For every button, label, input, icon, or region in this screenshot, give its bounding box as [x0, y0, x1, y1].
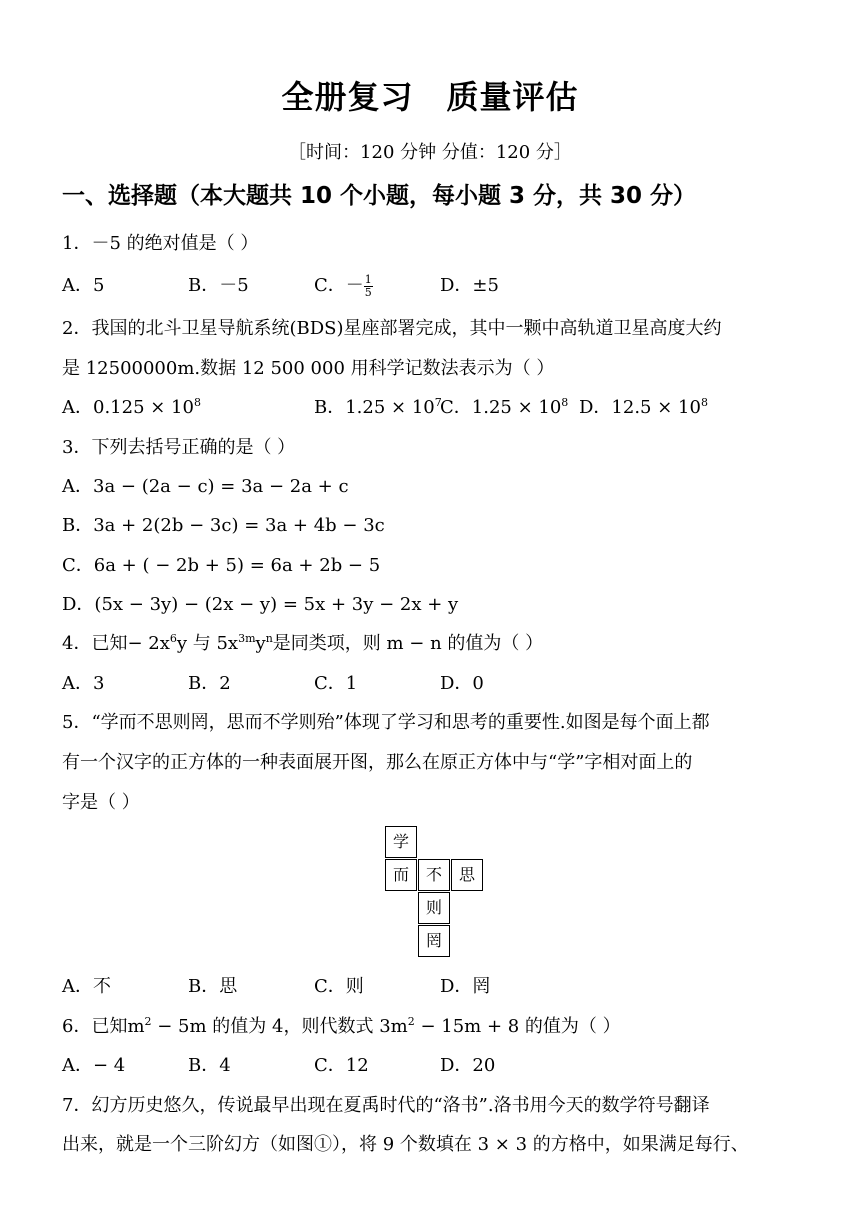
option-b: B．－5: [188, 275, 249, 296]
option-b-base: B．1.25 × 10: [314, 397, 435, 418]
option-c: C．1: [314, 673, 358, 694]
net-cell: 学: [385, 826, 417, 858]
option-d-base: D．12.5 × 10: [579, 397, 701, 418]
question-7-stem-line-2: 出来，就是一个三阶幻方（如图①），将 9 个数填在 3 × 3 的方格中，如果满足每行、: [62, 1134, 749, 1155]
option-a-base: A．0.125 × 10: [62, 397, 194, 418]
net-cell: 而: [385, 859, 417, 891]
option-a: A．5: [62, 275, 105, 296]
question-1-stem: 1．－5 的绝对值是（ ）: [62, 233, 259, 254]
fraction-denominator: 5: [364, 285, 372, 299]
exponent: 2: [144, 1015, 152, 1028]
stem-part: − 15m + 8 的值为（ ）: [414, 1016, 621, 1037]
exponent: 7: [434, 396, 442, 409]
option-c-base: C．1.25 × 10: [440, 397, 562, 418]
exponent: 8: [561, 396, 569, 409]
question-1-options: [62, 271, 822, 299]
question-4-options: [62, 669, 822, 697]
option-a: A．3: [62, 673, 105, 694]
question-7-stem-line-1: 7．幻方历史悠久，传说最早出现在夏禹时代的“洛书”.洛书用今天的数学符号翻译: [62, 1095, 710, 1116]
option-c: [440, 393, 568, 419]
exponent: 8: [193, 396, 201, 409]
stem-part: y: [255, 633, 266, 654]
option-c: C．12: [314, 1055, 369, 1076]
section-heading: 一、选择题（本大题共 10 个小题，每小题 3 分，共 30 分）: [62, 183, 697, 209]
net-cell: 则: [418, 892, 450, 924]
question-3-option-d: D．(5x − 3y) − (2x − y) = 5x + 3y − 2x + y: [62, 594, 459, 615]
question-5-stem-line-3: 字是（ ）: [62, 792, 140, 813]
exponent: 2: [407, 1015, 415, 1028]
exponent: 3m: [238, 632, 256, 645]
stem-part: − 5m 的值为 4，则代数式 3m: [151, 1016, 408, 1037]
option-b: B．4: [188, 1055, 231, 1076]
question-4-stem: [62, 629, 543, 655]
option-b: B．思: [188, 976, 238, 997]
option-d: [579, 393, 708, 419]
option-a: A．不: [62, 976, 111, 997]
option-d: D．±5: [440, 275, 499, 296]
question-6-options: [62, 1051, 822, 1079]
option-a: [62, 393, 201, 419]
stem-part: 4．已知− 2x: [62, 633, 170, 654]
net-cell: 罔: [418, 925, 450, 957]
question-3-option-c: C．6a + ( − 2b + 5) = 6a + 2b − 5: [62, 555, 381, 576]
net-cell: 思: [451, 859, 483, 891]
option-b: [314, 393, 442, 419]
stem-part: y 与 5x: [176, 633, 239, 654]
option-d: D．罔: [440, 976, 491, 997]
fraction-numerator: 1: [364, 272, 372, 286]
option-d: D．20: [440, 1055, 496, 1076]
fraction: [364, 274, 373, 299]
option-c: [314, 271, 373, 299]
cube-net-figure: [385, 826, 483, 957]
stem-part: 6．已知m: [62, 1016, 145, 1037]
question-5-stem-line-2: 有一个汉字的正方体的一种表面展开图，那么在原正方体中与“学”字相对面上的: [62, 752, 693, 773]
net-cell: 不: [418, 859, 450, 891]
exam-meta: ［时间：120 分钟 分值：120 分］: [288, 142, 572, 163]
page-title: 全册复习 质量评估: [281, 78, 579, 116]
question-2-stem-line-2: 是 12500000m.数据 12 500 000 用科学记数法表示为（ ）: [62, 358, 555, 379]
question-3-stem: 3．下列去括号正确的是（ ）: [62, 437, 296, 458]
question-2-options: [62, 393, 822, 421]
exponent: 8: [700, 396, 708, 409]
question-3-option-a: A．3a − (2a − c) = 3a − 2a + c: [62, 476, 349, 497]
question-3-option-b: B．3a + 2(2b − 3c) = 3a + 4b − 3c: [62, 515, 385, 536]
option-b: B．2: [188, 673, 231, 694]
exponent: 6: [169, 632, 177, 645]
exponent: n: [265, 632, 273, 645]
option-d: D．0: [440, 673, 484, 694]
question-5-stem-line-1: 5．“学而不思则罔，思而不学则殆”体现了学习和思考的重要性.如图是每个面上都: [62, 712, 710, 733]
question-6-stem: [62, 1012, 621, 1038]
stem-part: 是同类项，则 m − n 的值为（ ）: [272, 633, 544, 654]
question-5-options: [62, 972, 822, 1000]
option-a: A．− 4: [62, 1055, 126, 1076]
option-c-prefix: C．－: [314, 275, 364, 296]
option-c: C．则: [314, 976, 364, 997]
question-2-stem-line-1: 2．我国的北斗卫星导航系统(BDS)星座部署完成，其中一颗中高轨道卫星高度大约: [62, 318, 722, 339]
